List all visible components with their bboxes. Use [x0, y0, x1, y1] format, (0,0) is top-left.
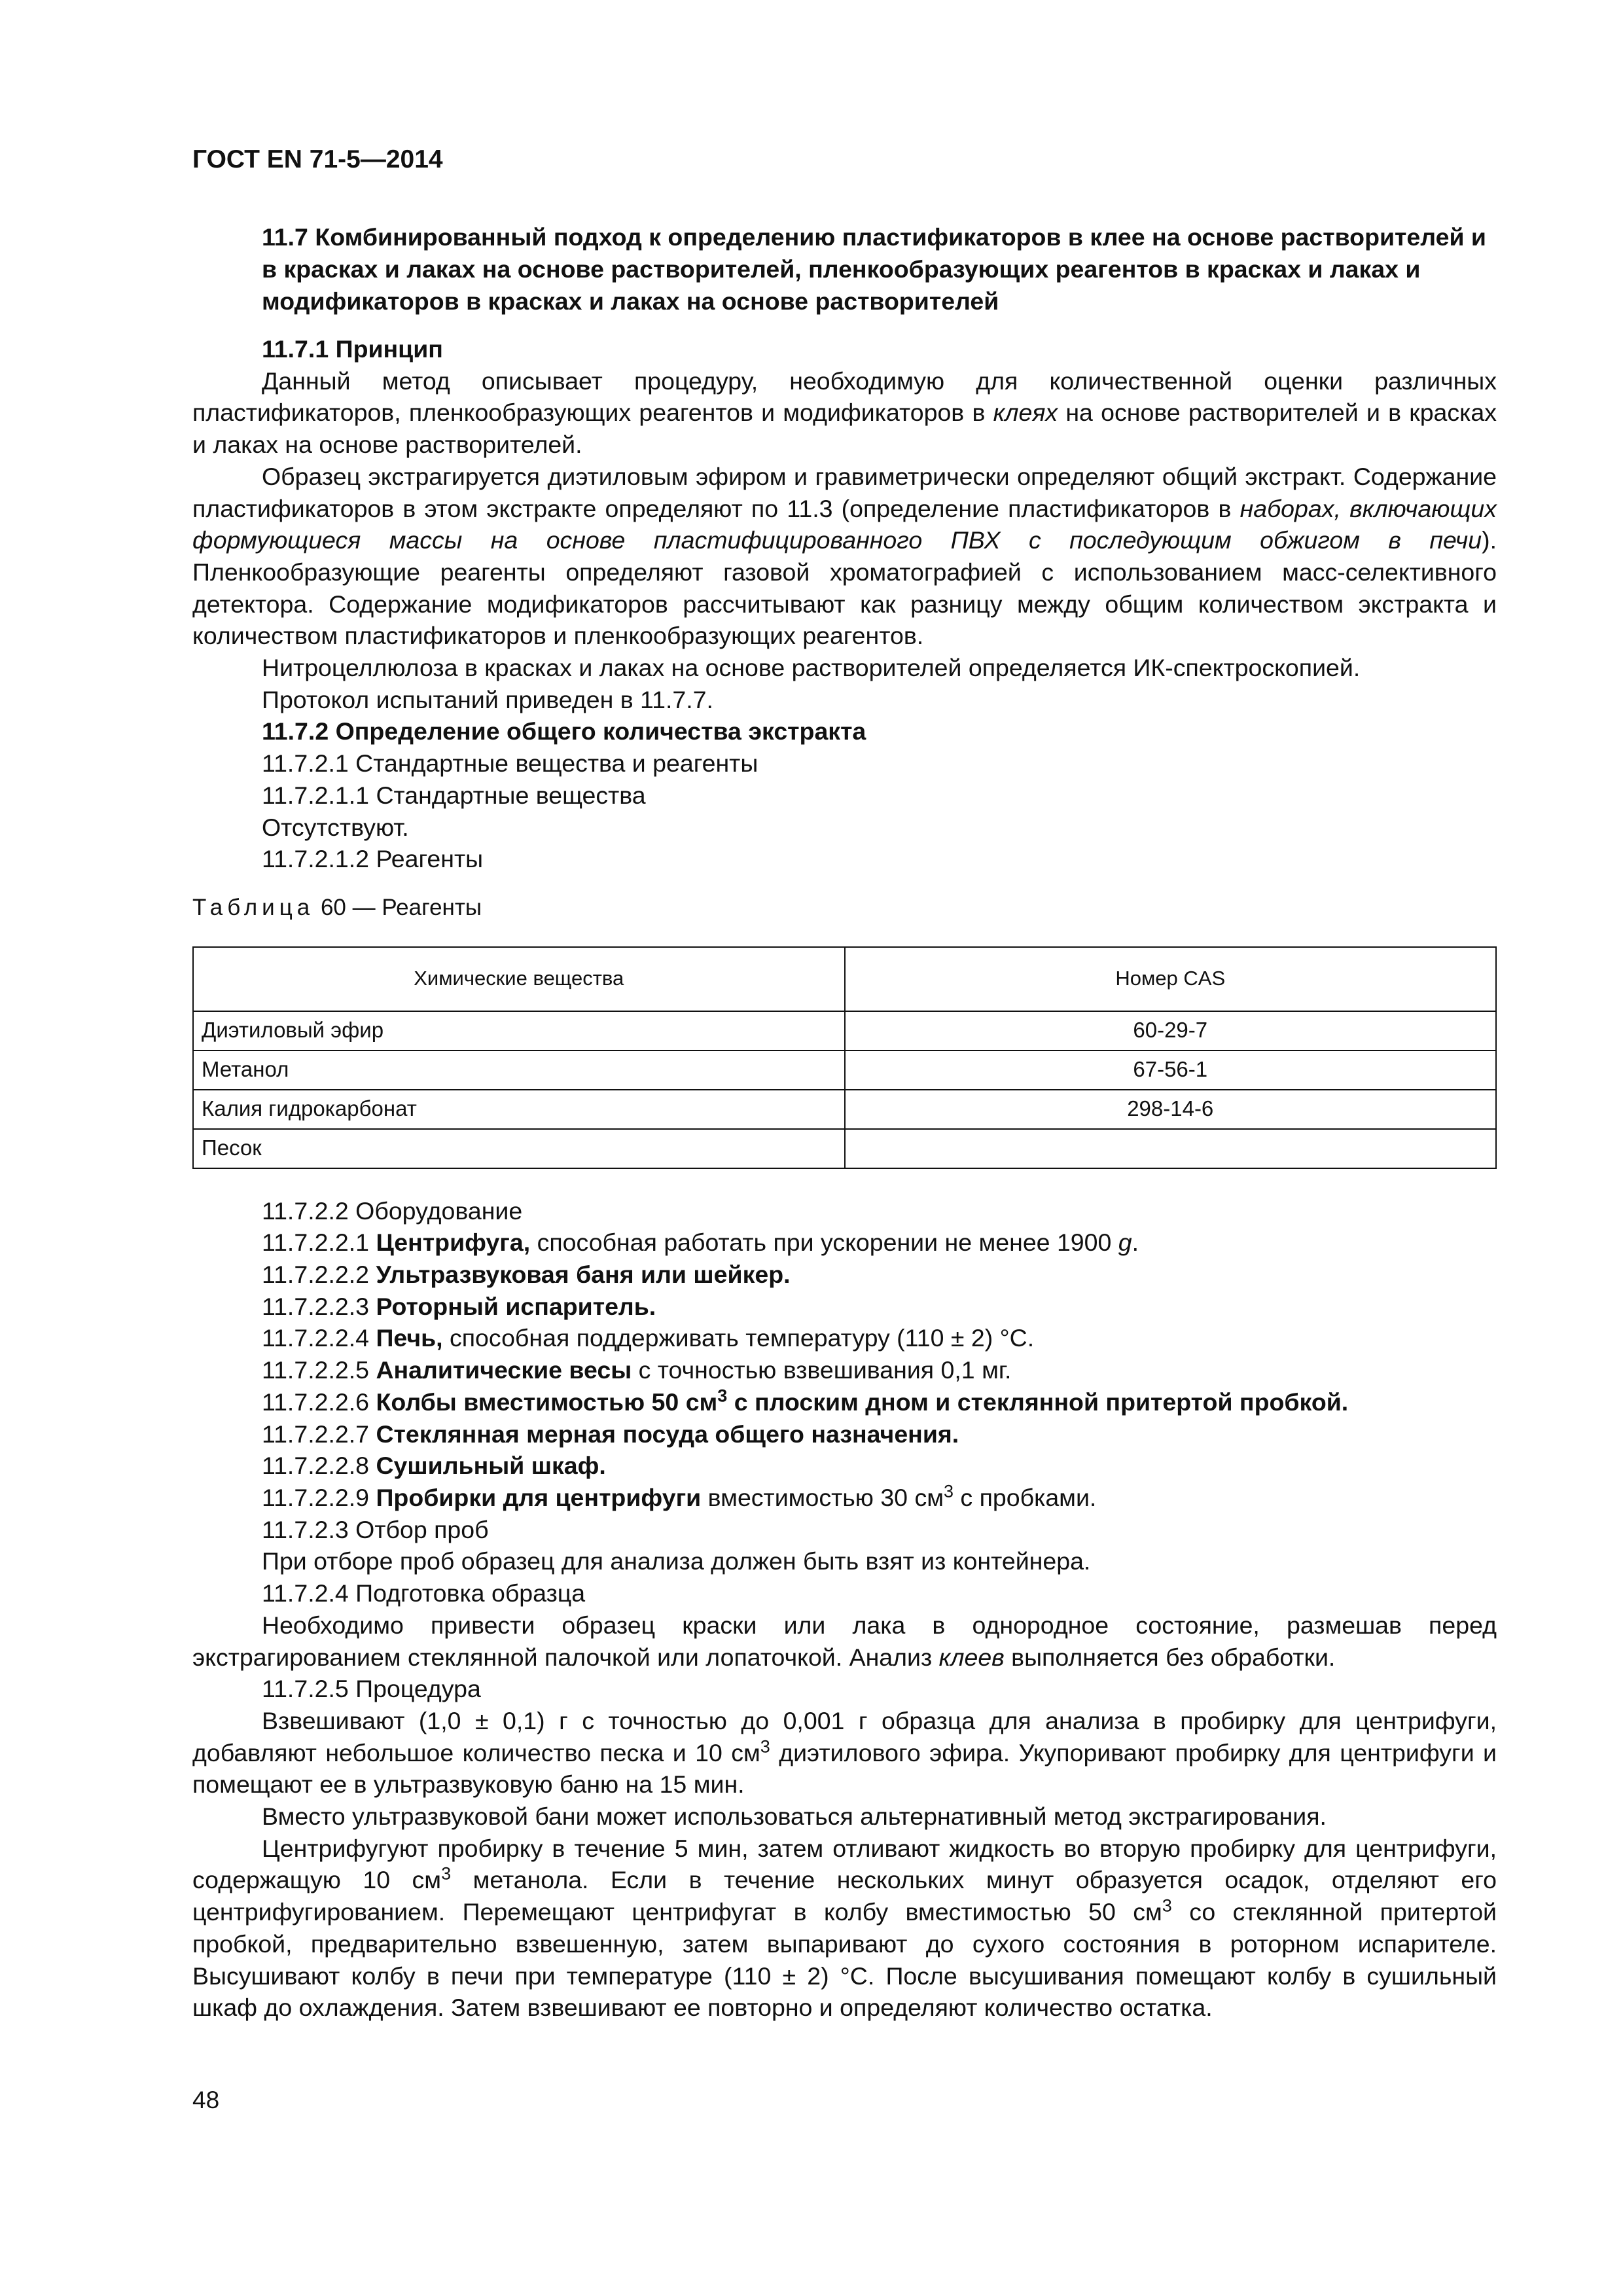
principle-paragraph-1: Данный метод описывает процедуру, необходимую для количественной оценки различных пластификаторов, пленкообразующих реагентов и модификаторов в клеях на основе растворителей и в красках и лаках на основе растворителей. [192, 367, 1497, 459]
table-row [193, 1129, 1496, 1168]
subsection-heading: 11.7.2.1.1 Стандартные вещества [262, 781, 646, 809]
reagents-table [192, 946, 1497, 1169]
subsection-heading: 11.7.2.1 Стандартные вещества и реагенты [262, 749, 758, 778]
total-extract-heading: 11.7.2 Определение общего количества экстракта [262, 717, 866, 745]
equipment-item: 11.7.2.2.9 Пробирки для центрифуги вместимостью 30 $см^3$ с пробками. [262, 1481, 1097, 1511]
sampling-text: При отборе проб образец для анализа должен быть взят из контейнера. [262, 1547, 1091, 1575]
table-header-row [193, 947, 1496, 1011]
prep-heading: 11.7.2.4 Подготовка образца [262, 1579, 586, 1607]
equipment-item: 11.7.2.2.2 Ультразвуковая баня или шейкер. [262, 1261, 791, 1289]
table-row [193, 1011, 1496, 1050]
equipment-item: 11.7.2.2.5 Аналитические весы с точностью взвешивания 0,1 мг. [262, 1356, 1012, 1384]
equipment-item: 11.7.2.2.1 Центрифуга, способная работать при ускорении не менее 1900 g. [262, 1229, 1139, 1257]
table-cell: Песок [193, 1129, 845, 1168]
table-cell: Метанол [193, 1050, 845, 1090]
equipment-item: 11.7.2.2.6 Колбы вместимостью 50 $см^3$ с плоским дном и стеклянной притертой пробкой. [262, 1386, 1349, 1416]
table-cell: Диэтиловый эфир [193, 1011, 845, 1050]
equipment-item: 11.7.2.2.8 Сушильный шкаф. [262, 1452, 606, 1480]
table-header-cell: Номер CAS [845, 947, 1497, 1011]
procedure-paragraph-2: Вместо ультразвуковой бани может использоваться альтернативный метод экстрагирования. [262, 1803, 1327, 1831]
equipment-item: 11.7.2.2.4 Печь, способная поддерживать температуру (110 ± 2) °С. [262, 1324, 1035, 1352]
table-cell: 60-29-7 [845, 1011, 1497, 1050]
procedure-heading: 11.7.2.5 Процедура [262, 1675, 481, 1703]
table-cell: 298-14-6 [845, 1090, 1497, 1129]
prep-text: Необходимо привести образец краски или лака в однородное состояние, размешав перед экстрагированием стеклянной палочкой или лопаточкой. Анализ клеев выполняется без обработки. [192, 1611, 1497, 1671]
subsection-text: Отсутствуют. [262, 813, 409, 841]
table-caption: Таблица 60 — Реагенты [192, 894, 482, 920]
section-title: 11.7 Комбинированный подход к определению пластификаторов в клее на основе растворителей и в красках и лаках на основе растворителей, пленкообразующих реагентов в красках и лаках и модификаторов в красках и лаках на основе растворителей [262, 223, 1486, 315]
principle-paragraph-4: Протокол испытаний приведен в 11.7.7. [262, 685, 713, 713]
table-cell: Калия гидрокарбонат [193, 1090, 845, 1129]
procedure-paragraph-3: Центрифугуют пробирку в течение 5 мин, затем отливают жидкость во вторую пробирку для центрифуги, содержащую 10 $см^3$ метанола. Если в течение нескольких минут образуется осадок, отделяют его центрифугированием. Перемещают центрифугат в колбу вместимостью 50 $см^3$ со стеклянной притертой пробкой, предварительно взвешенную, затем выпаривают до сухого состояния в роторном испарителе. Высушивают колбу в печи при температуре (110 ± 2) °С. После высушивания помещают колбу в сушильный шкаф до охлаждения. Затем взвешивают ее повторно и определяют количество остатка. [192, 1834, 1497, 2022]
page-number: 48 [192, 2087, 220, 2113]
principle-paragraph-3: Нитроцеллюлоза в красках и лаках на основе растворителей определяется ИК-спектроскопией. [262, 654, 1361, 682]
principle-paragraph-2: Образец экстрагируется диэтиловым эфиром и гравиметрически определяют общий экстракт. Содержание пластификаторов в этом экстракте определяют по 11.3 (определение пластификаторов в наборах, включающих формующиеся массы на основе пластифицированного ПВХ с последующим обжигом в печи). Пленкообразующие реагенты определяют газовой хроматографией с использованием масс-селективного детектора. Содержание модификаторов рассчитывают как разницу между общим количеством экстракта и количеством пластификаторов и пленкообразующих реагентов. [192, 462, 1497, 650]
doc-body [192, 221, 1497, 2024]
procedure-paragraph-1: Взвешивают (1,0 ± 0,1) г с точностью до 0,001 г образца для анализа в пробирку для центрифуги, добавляют небольшое количество песка и 10 $см^3$ диэтилового эфира. Укупоривают пробирку для центрифуги и помещают ее в ультразвуковую баню на 15 мин. [192, 1706, 1497, 1799]
table-row [193, 1090, 1496, 1129]
table-row [193, 1050, 1496, 1090]
doc-header: ГОСТ EN 71-5—2014 [192, 145, 443, 173]
table-cell [845, 1129, 1497, 1168]
table-header-cell: Химические вещества [193, 947, 845, 1011]
equipment-heading: 11.7.2.2 Оборудование [262, 1196, 523, 1225]
subsection-heading: 11.7.2.1.2 Реагенты [262, 845, 484, 873]
table-cell: 67-56-1 [845, 1050, 1497, 1090]
equipment-item: 11.7.2.2.3 Роторный испаритель. [262, 1292, 656, 1320]
equipment-item: 11.7.2.2.7 Стеклянная мерная посуда общего назначения. [262, 1420, 959, 1448]
sampling-heading: 11.7.2.3 Отбор проб [262, 1515, 489, 1543]
principle-heading: 11.7.1 Принцип [262, 335, 443, 363]
